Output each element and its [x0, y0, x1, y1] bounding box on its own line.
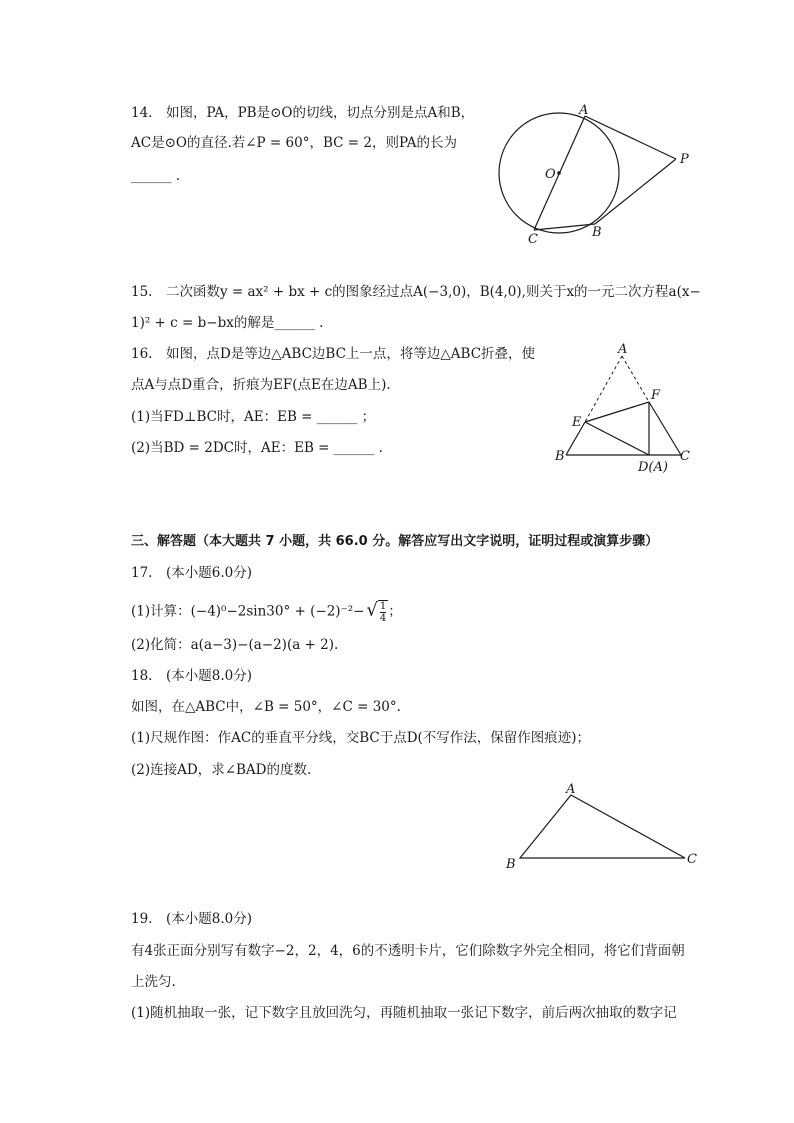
- q17-head: 17. (本小题6.0分): [131, 565, 252, 581]
- q16-figure-folded-triangle: [550, 340, 700, 475]
- q16-line-3: (1)当FD⊥BC时，AE：EB = ______ ；: [131, 409, 376, 425]
- q14-line-3: ______ .: [131, 168, 181, 184]
- tangent-pa: [585, 116, 676, 159]
- q18-figure-triangle: [500, 780, 705, 875]
- q14-line-2: AC是⊙O的直径.若∠P = 60°，BC = 2，则PA的长为: [131, 135, 458, 151]
- label-a: A: [579, 103, 589, 118]
- label-o: O: [545, 167, 556, 182]
- label-b: B: [592, 225, 602, 240]
- q15-line-1: 15. 二次函数y = ax² + bx + c的图象经过点A(−3,0)，B(4,0),则关于x的一元二次方程a(x−: [131, 284, 701, 300]
- sqrt-expression: [366, 600, 388, 624]
- segment-ed: [585, 422, 649, 455]
- sqrt-denominator: 4: [379, 613, 387, 624]
- label-f: F: [651, 388, 661, 403]
- q15-line-2: 1)² + c = b−bx的解是______ .: [131, 315, 324, 331]
- q18-line-1: 如图，在△ABC中，∠B = 50°，∠C = 30°.: [131, 699, 401, 715]
- triangle-abc: [520, 795, 685, 858]
- q17-part-1: [131, 600, 402, 624]
- q18-line-3: (2)连接AD，求∠BAD的度数.: [131, 762, 312, 778]
- label-c: C: [528, 232, 538, 247]
- q19-head: 19. (本小题8.0分): [131, 911, 252, 927]
- dashed-af: [622, 356, 649, 402]
- q19-line-3: (1)随机抽取一张，记下数字且放回洗匀，再随机抽取一张记下数字，前后两次抽取的数字记: [131, 1005, 677, 1021]
- q18-line-2: (1)尺规作图：作AC的垂直平分线，交BC于点D(不写作法，保留作图痕迹)；: [131, 730, 591, 746]
- q14-figure-circle-tangents: [490, 98, 700, 248]
- side-fc: [649, 402, 681, 455]
- label-a: A: [618, 342, 628, 357]
- label-d-a: D(A): [638, 460, 668, 475]
- sqrt-fraction: [378, 600, 388, 624]
- q17-part-2: (2)化简：a(a−3)−(a−2)(a + 2).: [131, 637, 339, 653]
- q19-line-1: 有4张正面分别写有数字−2，2，4，6的不透明卡片，它们除数字外完全相同，将它们背面朝: [131, 943, 685, 959]
- label-p: P: [680, 152, 689, 167]
- label-b: B: [555, 449, 565, 464]
- label-e: E: [572, 415, 582, 430]
- q16-line-1: 16. 如图，点D是等边△ABC边BC上一点，将等边△ABC折叠，使: [131, 346, 536, 362]
- label-a: A: [566, 782, 576, 797]
- q16-line-2: 点A与点D重合，折痕为EF(点E在边AB上).: [131, 377, 391, 393]
- q18-head: 18. (本小题8.0分): [131, 668, 252, 684]
- label-b: B: [506, 857, 516, 872]
- q19-line-2: 上洗匀.: [131, 974, 176, 990]
- q17-part-1-prefix: (1)计算：(−4)⁰−2sin30° + (−2)⁻²−: [131, 603, 365, 620]
- tangent-pb: [595, 159, 676, 224]
- q16-line-4: (2)当BD = 2DC时，AE：EB = ______ .: [131, 440, 383, 456]
- section-3-title: 三、解答题（本大题共 7 小题，共 66.0 分。解答应写出文字说明，证明过程或演算步骤）: [131, 534, 659, 549]
- label-c: C: [687, 852, 697, 867]
- center-point: [557, 171, 561, 175]
- q17-part-1-suffix: ；: [388, 603, 402, 620]
- sqrt-sign: √: [366, 599, 378, 621]
- label-c: C: [680, 449, 690, 464]
- q14-line-1: 14. 如图，PA，PB是⊙O的切线，切点分别是点A和B，: [131, 105, 475, 121]
- sqrt-numerator: 1: [379, 601, 387, 612]
